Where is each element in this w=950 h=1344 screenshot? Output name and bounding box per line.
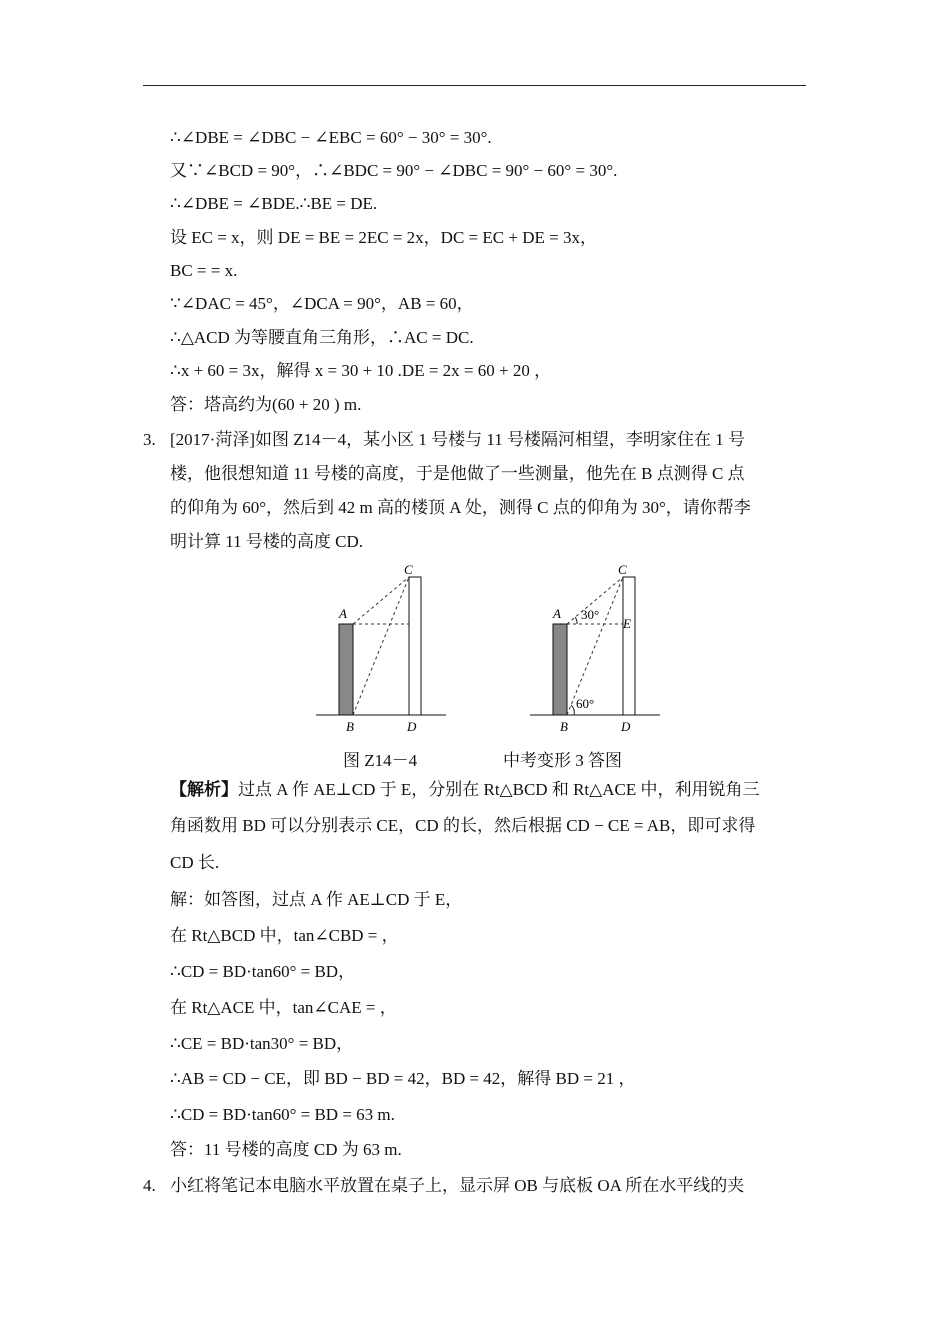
building-cd [409,577,421,715]
angle-arc-30 [575,617,577,624]
angle-60-label: 60° [576,696,595,711]
line-bc [567,577,623,715]
solution-line-3: ∴∠DBE = ∠BDE.∴BE = DE. [170,194,378,213]
solution-3-line-2: 在 Rt△BCD 中，tan∠CBD = ， [170,926,399,945]
left-figure-caption: 图 Z14－4 [343,751,418,770]
label-e: E [623,616,631,631]
solution-line-5: BC = = x. [170,261,238,280]
analysis-line-1 [170,779,759,801]
label-d: D [621,719,631,734]
problem-4-number: 4. [143,1176,156,1195]
right-figure-caption: 中考变形 3 答图 [503,751,622,770]
solution-3-line-7: ∴CD = BD·tan60° = BD = 63 m. [170,1105,395,1124]
line-ac [353,577,409,624]
label-a: A [553,606,561,621]
solution-3-line-3: ∴CD = BD·tan60° = BD， [170,962,356,981]
solution-line-7: ∴△ACD 为等腰直角三角形，∴AC = DC. [170,328,474,347]
analysis-line-2: 角函数用 BD 可以分别表示 CE，CD 的长，然后根据 CD − CE = AB，即可求得 [170,816,756,835]
solution-3-line-4: 在 Rt△ACE 中，tan∠CAE = ， [170,998,397,1017]
label-c: C [618,562,627,577]
building-ab [339,624,353,715]
solution-line-4: 设 EC = x，则 DE = BE = 2EC = 2x，DC = EC + DE = 3x， [170,228,597,247]
solution-3-line-1: 解：如答图，过点 A 作 AE⊥CD 于 E， [170,890,463,909]
figure-z14-4 [312,560,448,738]
solution-line-2: 又∵∠BCD = 90°，∴∠BDC = 90° − ∠DBC = 90° − 60° = 30°. [170,161,618,180]
problem-3-line-3: 的仰角为 60°，然后到 42 m 高的楼顶 A 处，测得 C 点的仰角为 30°，请你帮李 [170,498,751,517]
label-b: B [346,719,354,734]
solution-3-line-5: ∴CE = BD·tan30° = BD， [170,1034,354,1053]
analysis-tag: 【解析】 [170,780,238,799]
label-b: B [560,719,568,734]
label-a: A [339,606,347,621]
angle-arc-60 [571,705,574,715]
header-rule [143,85,806,86]
analysis-line-3: CD 长. [170,853,220,872]
solution-line-8: ∴x + 60 = 3x，解得 x = 30 + 10 .DE = 2x = 60 + 20 ， [170,361,552,380]
solution-line-6: ∵∠DAC = 45°，∠DCA = 90°，AB = 60， [170,294,474,313]
building-ab [553,624,567,715]
answer-line: 答：塔高约为(60 + 20 ) m. [170,395,362,414]
solution-3-line-6: ∴AB = CD − CE，即 BD − BD = 42，BD = 42，解得 BD = 21 ， [170,1069,636,1088]
solution-line-1: ∴∠DBE = ∠DBC − ∠EBC = 60° − 30° = 30°. [170,128,492,147]
problem-3-line-4: 明计算 11 号楼的高度 CD. [170,532,363,551]
line-bc [353,577,409,715]
label-c: C [404,562,413,577]
problem-3-line-2: 楼，他很想知道 11 号楼的高度，于是他做了一些测量，他先在 B 点测得 C 点 [170,464,745,483]
problem-3-line-1: [2017·菏泽]如图 Z14－4，某小区 1 号楼与 11 号楼隔河相望，李明家住在 1 号 [170,430,745,449]
figure-answer [526,560,662,738]
problem-3-number: 3. [143,430,156,449]
solution-3-answer: 答：11 号楼的高度 CD 为 63 m. [170,1140,402,1159]
angle-30-label: 30° [581,607,600,622]
problem-4-line-1: 小红将笔记本电脑水平放置在桌子上，显示屏 OB 与底板 OA 所在水平线的夹 [170,1176,745,1195]
building-cd [623,577,635,715]
label-d: D [407,719,417,734]
analysis-text-1: 过点 A 作 AE⊥CD 于 E，分别在 Rt△BCD 和 Rt△ACE 中，利用锐角三 [238,780,760,799]
